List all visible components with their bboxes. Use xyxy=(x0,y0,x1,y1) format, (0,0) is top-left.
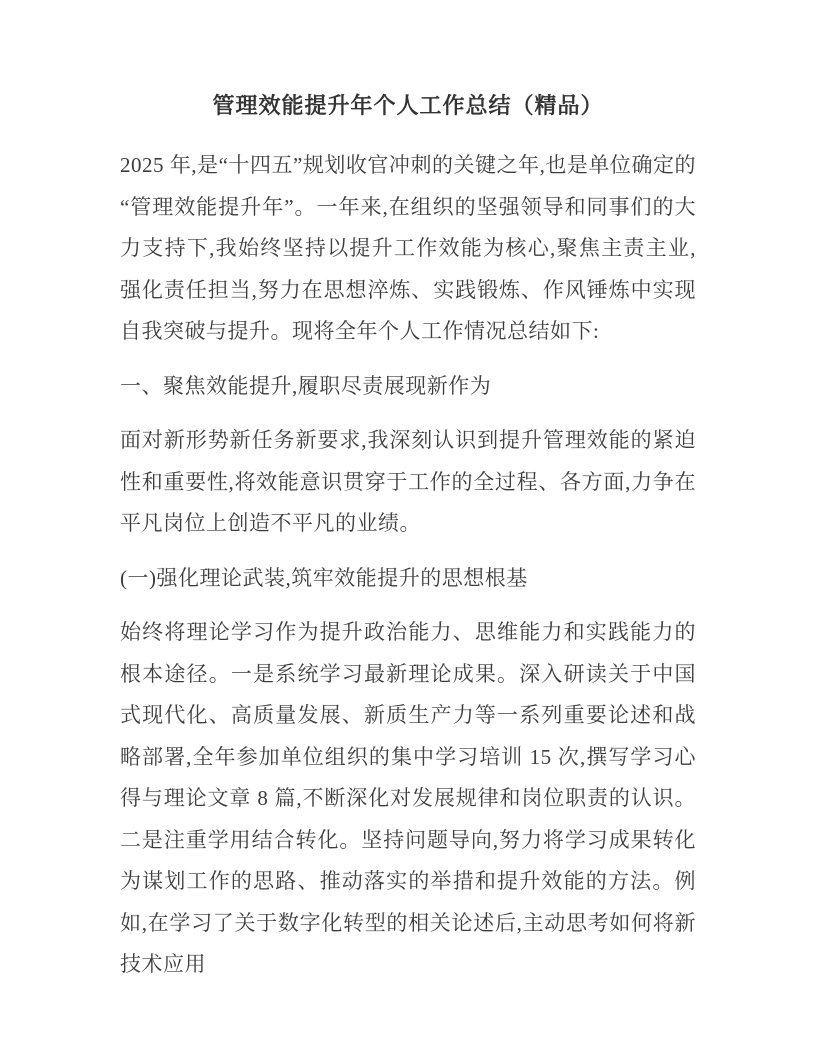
paragraph-section-1: 面对新形势新任务新要求,我深刻认识到提升管理效能的紧迫性和重要性,将效能意识贯穿于工作的全过程、各方面,力争在平凡岗位上创造不平凡的业绩。 xyxy=(120,428,696,535)
paragraph-intro: 2025 年,是“十四五”规划收官冲刺的关键之年,也是单位确定的“管理效能提升年”。一年来,在组织的坚强领导和同事们的大力支持下,我始终坚持以提升工作效能为核心,聚焦主责主业,强化责任担当,努力在思想淬炼、实践锻炼、作风锤炼中实现自我突破与提升。现将全年个人工作情况总结如下: xyxy=(120,153,696,343)
document-title: 管理效能提升年个人工作总结（精品） xyxy=(212,93,604,118)
paragraph-subsection-1-1: 始终将理论学习作为提升政治能力、思维能力和实践能力的根本途径。一是系统学习最新理论成果。深入研读关于中国式现代化、高质量发展、新质生产力等一系列重要论述和战略部署,全年参加单位组织的集中学习培训 15 次,撰写学习心得与理论文章 8 篇,不断深化对发展规律和岗位职责的认识。二是注重学用结合转化。坚持问题导向,努力将学习成果转化为谋划工作的思路、推动落实的举措和提升效能的方法。例如,在学习了关于数字化转型的相关论述后,主动思考如何将新技术应用 xyxy=(120,620,696,976)
section-heading-1: 一、聚焦效能提升,履职尽责展现新作为 xyxy=(120,373,492,398)
subsection-heading-1-1: (一)强化理论武装,筑牢效能提升的思想根基 xyxy=(120,565,528,590)
